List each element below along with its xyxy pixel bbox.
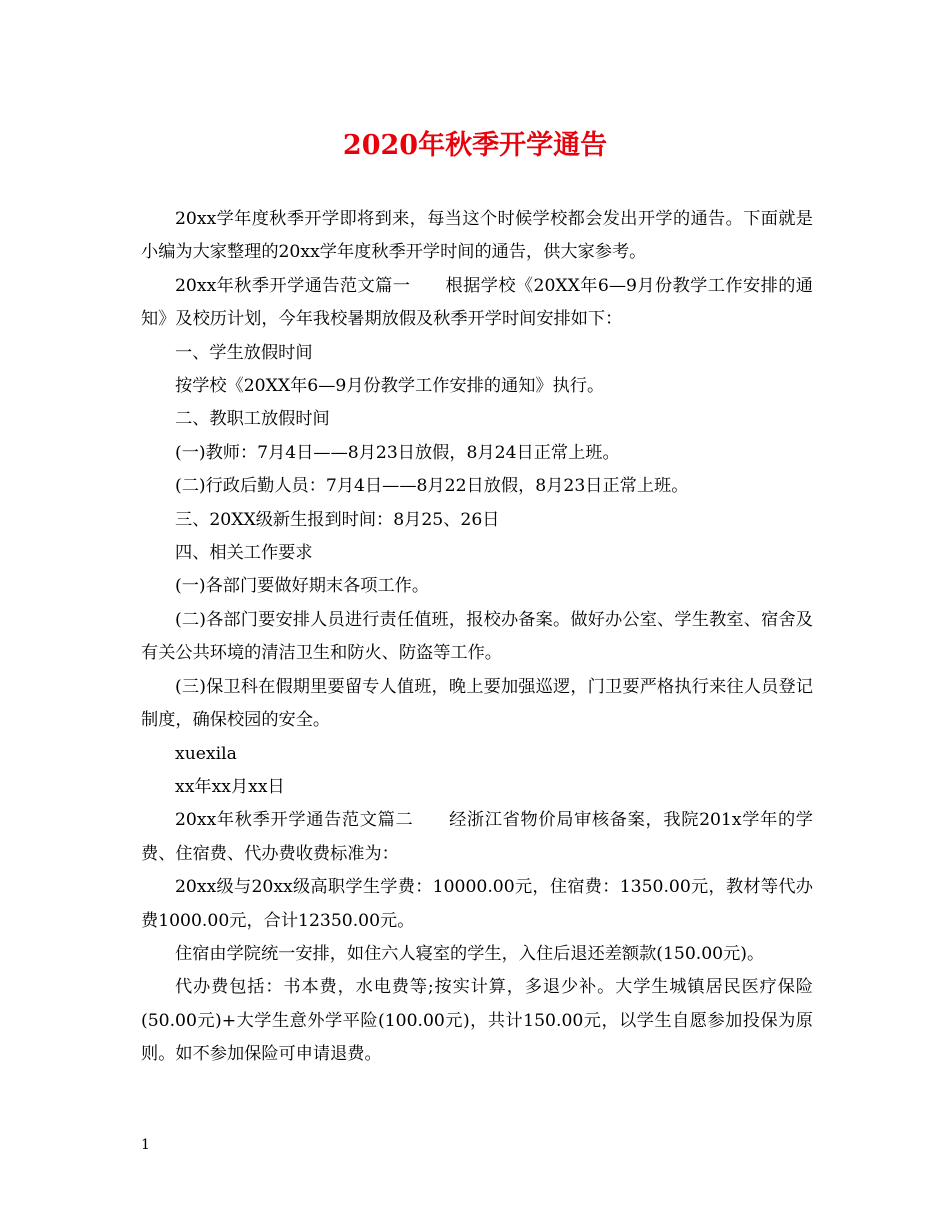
- paragraph-sample-one-heading: 20xx年秋季开学通告范文篇一 根据学校《20XX年6—9月份教学工作安排的通知》及校历计划，今年我校暑期放假及秋季开学时间安排如下：: [141, 275, 813, 330]
- paragraph-agency-fees: 代办费包括：书本费，水电费等;按实计算，多退少补。大学生城镇居民医疗保险(50.00元)+大学生意外学平险(100.00元)，共计150.00元，以学生自愿参加投保为原则。如不参加保险可申请退费。: [141, 977, 813, 1065]
- section-heading-work-requirements: 四、相关工作要求: [175, 543, 313, 564]
- page-number: 1: [141, 1137, 150, 1153]
- paragraph-date: xx年xx月xx日: [175, 776, 285, 797]
- paragraph-student-holiday: 按学校《20XX年6—9月份教学工作安排的通知》执行。: [175, 376, 605, 397]
- section-heading-staff-holiday: 二、教职工放假时间: [175, 409, 330, 430]
- paragraph-requirement-one: (一)各部门要做好期末各项工作。: [175, 576, 430, 597]
- paragraph-accommodation: 住宿由学院统一安排，如住六人寝室的学生，入住后退还差额款(150.00元)。: [175, 943, 765, 964]
- paragraph-sample-two-heading: 20xx年秋季开学通告范文篇二 经浙江省物价局审核备案，我院201x学年的学费、住宿费、代办费收费标准为：: [141, 810, 813, 864]
- paragraph-requirement-two: (二)各部门要安排人员进行责任值班，报校办备案。做好办公室、学生教室、宿舍及有关公共环境的清洁卫生和防火、防盗等工作。: [141, 609, 813, 664]
- paragraph-requirement-three: (三)保卫科在假期里要留专人值班，晚上要加强巡逻，门卫要严格执行来往人员登记制度，确保校园的安全。: [141, 676, 813, 731]
- paragraph-admin-holiday: (二)行政后勤人员：7月4日——8月22日放假，8月23日正常上班。: [175, 476, 689, 497]
- paragraph-tuition-fees: 20xx级与20xx级高职学生学费：10000.00元，住宿费：1350.00元，教材等代办费1000.00元，合计12350.00元。: [141, 877, 813, 931]
- section-heading-student-holiday: 一、学生放假时间: [175, 342, 313, 363]
- document-title: 2020年秋季开学通告: [342, 130, 608, 161]
- paragraph-intro: 20xx学年度秋季开学即将到来，每当这个时候学校都会发出开学的通告。下面就是小编为大家整理的20xx学年度秋季开学时间的通告，供大家参考。: [141, 209, 813, 263]
- paragraph-signature: xuexila: [175, 743, 237, 764]
- paragraph-teacher-holiday: (一)教师：7月4日——8月23日放假，8月24日正常上班。: [175, 442, 620, 463]
- document-body: [141, 203, 813, 1072]
- section-heading-freshman-registration: 三、20XX级新生报到时间：8月25、26日: [175, 509, 500, 530]
